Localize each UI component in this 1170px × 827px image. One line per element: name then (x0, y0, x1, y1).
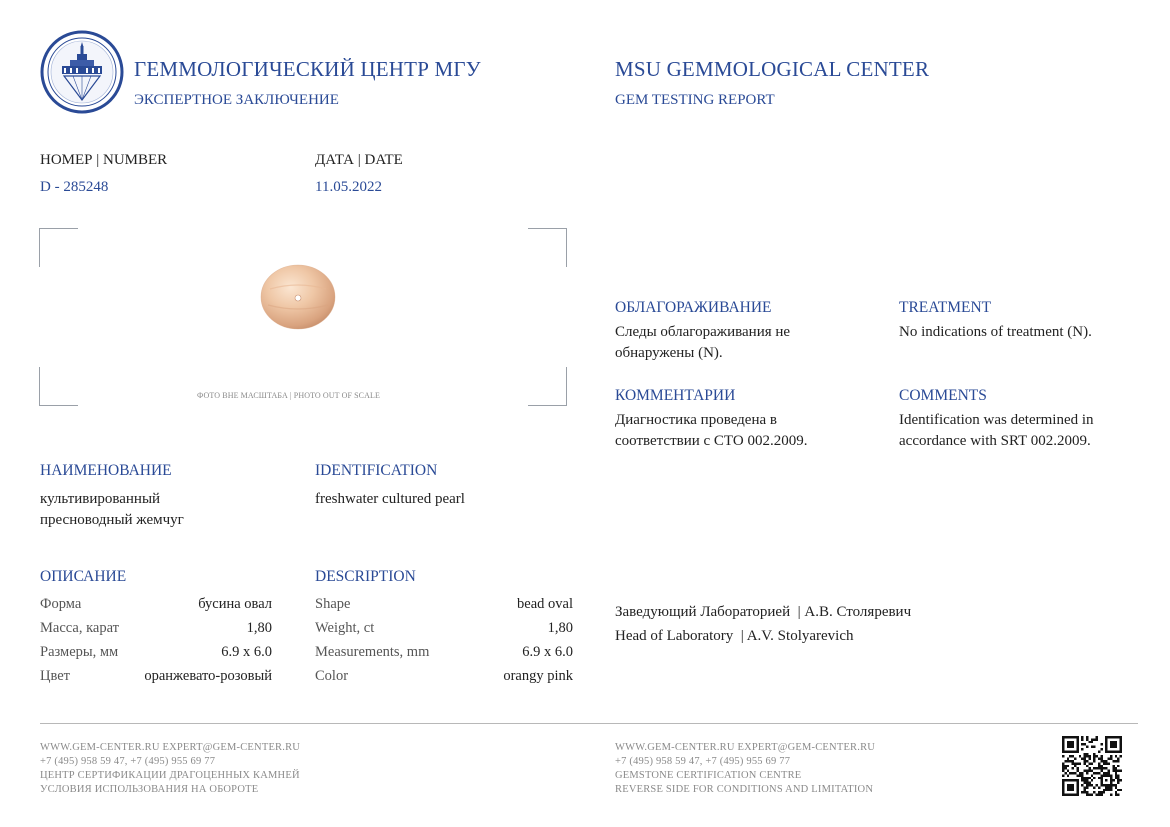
footer-left-line: УСЛОВИЯ ИСПОЛЬЗОВАНИЯ НА ОБОРОТЕ (40, 784, 259, 795)
footer-right-line: REVERSE SIDE FOR CONDITIONS AND LIMITATION (615, 784, 874, 795)
org-name-ru: ГЕММОЛОГИЧЕСКИЙ ЦЕНТР МГУ (134, 57, 481, 81)
treatment-title-ru: ОБЛАГОРАЖИВАНИЕ (615, 299, 772, 316)
treatment-title-en: TREATMENT (899, 299, 992, 316)
footer-right-line: GEMSTONE CERTIFICATION CENTRE (615, 770, 802, 781)
comments-value-ru-2: соответствии с СТО 002.2009. (615, 433, 808, 449)
description-value: 1,80 (547, 620, 573, 636)
comments-value-en-1: Identification was determined in (899, 412, 1094, 428)
description-key: Color (315, 668, 349, 684)
comments-value-ru-1: Диагностика проведена в (615, 412, 777, 428)
comments-value-en-2: accordance with SRT 002.2009. (899, 433, 1091, 449)
footer-divider (40, 723, 1138, 724)
description-key: Цвет (40, 668, 71, 684)
number-label: НОМЕР | NUMBER (40, 152, 168, 168)
footer-left-line: WWW.GEM-CENTER.RU EXPERT@GEM-CENTER.RU (40, 742, 301, 753)
footer-right (615, 741, 875, 797)
description-value: бусина овал (198, 596, 272, 612)
identification-value-en: freshwater cultured pearl (315, 491, 465, 507)
footer-left-line: +7 (495) 958 59 47, +7 (495) 955 69 77 (40, 756, 216, 767)
photo-frame-corner-bl (39, 367, 78, 406)
description-key: Measurements, mm (315, 644, 430, 660)
description-row-en (315, 644, 573, 661)
description-key: Форма (40, 596, 82, 612)
pearl-photo (258, 263, 338, 331)
description-key: Weight, ct (315, 620, 375, 636)
report-title-en: GEM TESTING REPORT (615, 92, 775, 108)
description-key: Масса, карат (40, 620, 119, 636)
number-value: D - 285248 (40, 179, 109, 195)
footer-left (40, 741, 300, 797)
identification-title-ru: НАИМЕНОВАНИЕ (40, 462, 172, 479)
identification-title-en: IDENTIFICATION (315, 462, 438, 479)
qr-code-icon (1062, 736, 1122, 796)
org-name-en: MSU GEMMOLOGICAL CENTER (615, 57, 930, 81)
description-row-ru (40, 644, 272, 661)
description-value: 6.9 x 6.0 (522, 644, 573, 660)
footer-right-line: WWW.GEM-CENTER.RU EXPERT@GEM-CENTER.RU (615, 742, 876, 753)
description-row-ru (40, 620, 272, 637)
photo-frame-corner-tl (39, 228, 78, 267)
signature-ru: Заведующий Лабораторией | А.В. Столяревич (615, 604, 912, 620)
description-row-ru (40, 596, 272, 613)
description-value: оранжевато-розовый (144, 668, 272, 684)
description-row-en (315, 596, 573, 613)
comments-title-ru: КОММЕНТАРИИ (615, 387, 736, 404)
description-title-ru: ОПИСАНИЕ (40, 568, 127, 585)
description-value: 6.9 x 6.0 (221, 644, 272, 660)
report-title-ru: ЭКСПЕРТНОЕ ЗАКЛЮЧЕНИЕ (134, 92, 339, 108)
description-row-en (315, 620, 573, 637)
description-row-ru (40, 668, 272, 685)
description-key: Размеры, мм (40, 644, 119, 660)
msu-emblem-icon (40, 30, 124, 114)
description-title-en: DESCRIPTION (315, 568, 416, 585)
photo-frame-corner-tr (528, 228, 567, 267)
signature-en: Head of Laboratory | A.V. Stolyarevich (615, 628, 854, 644)
footer-left-line: ЦЕНТР СЕРТИФИКАЦИИ ДРАГОЦЕННЫХ КАМНЕЙ (40, 770, 300, 781)
photo-frame-corner-br (528, 367, 567, 406)
description-key: Shape (315, 596, 351, 612)
description-value: 1,80 (246, 620, 272, 636)
description-value: orangy pink (503, 668, 573, 684)
description-value: bead oval (517, 596, 573, 612)
identification-value-ru-1: культивированный (40, 491, 161, 507)
treatment-value-en: No indications of treatment (N). (899, 324, 1092, 340)
treatment-value-ru-2: обнаружены (N). (615, 345, 723, 361)
footer-right-line: +7 (495) 958 59 47, +7 (495) 955 69 77 (615, 756, 791, 767)
treatment-value-ru-1: Следы облагораживания не (615, 324, 791, 340)
date-value: 11.05.2022 (315, 179, 382, 195)
comments-title-en: COMMENTS (899, 387, 987, 404)
date-label: ДАТА | DATE (315, 152, 403, 168)
identification-value-ru-2: пресноводный жемчуг (40, 512, 184, 528)
photo-caption: ФОТО ВНЕ МАСШТАБА | PHOTO OUT OF SCALE (197, 391, 380, 400)
description-row-en (315, 668, 573, 685)
